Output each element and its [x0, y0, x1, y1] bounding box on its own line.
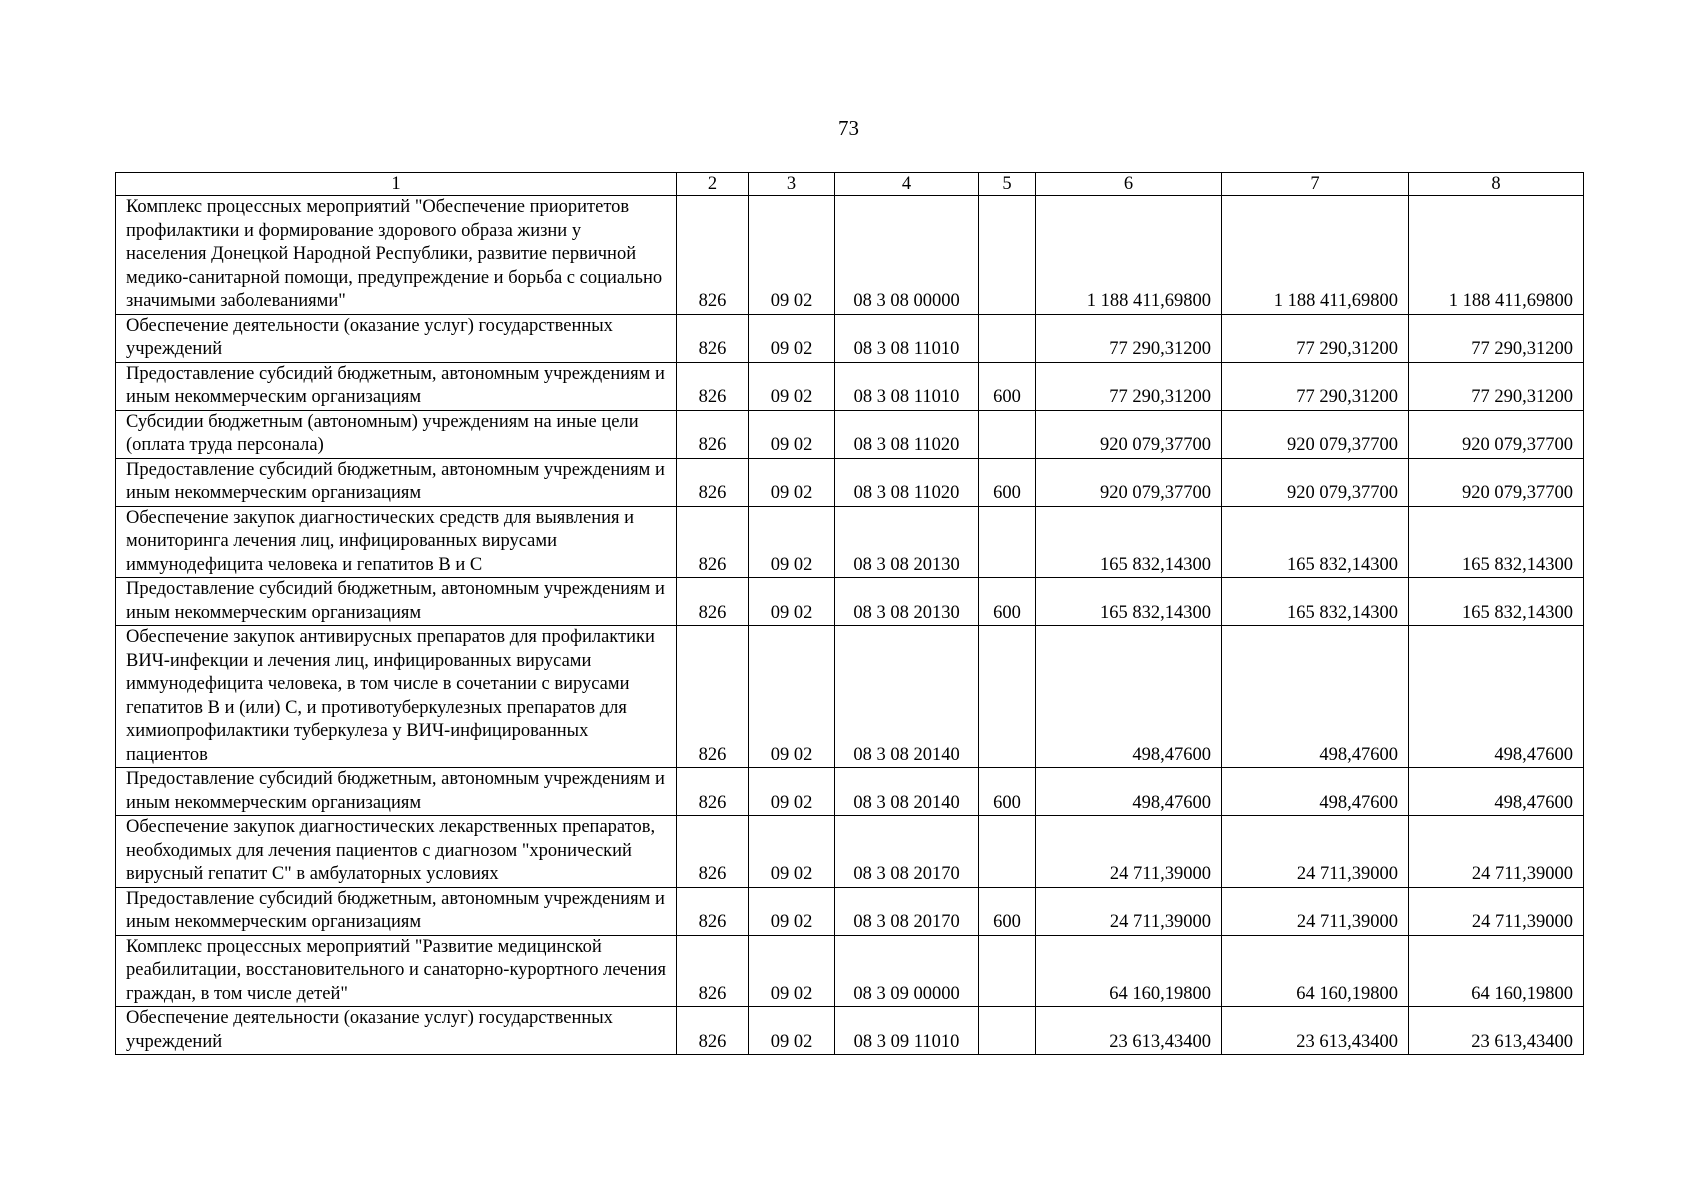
- table-row: [116, 768, 1584, 816]
- amount-year-3: 498,47600: [1409, 626, 1584, 768]
- ministry-code: 826: [677, 816, 749, 888]
- target-article-code: 08 3 08 11010: [835, 362, 979, 410]
- page-number: 73: [838, 116, 859, 140]
- target-article-code: 08 3 08 11020: [835, 410, 979, 458]
- table-row: [116, 816, 1584, 888]
- amount-year-3: 920 079,37700: [1409, 458, 1584, 506]
- column-numbers-row: [116, 173, 1584, 196]
- target-article-code: 08 3 08 20170: [835, 887, 979, 935]
- amount-year-2: 23 613,43400: [1222, 1007, 1409, 1055]
- row-description: Предоставление субсидий бюджетным, автономным учреждениям и иным некоммерческим организациям: [116, 887, 677, 935]
- amount-year-2: 24 711,39000: [1222, 816, 1409, 888]
- target-article-code: 08 3 08 11020: [835, 458, 979, 506]
- amount-year-1: 498,47600: [1036, 626, 1222, 768]
- amount-year-2: 64 160,19800: [1222, 935, 1409, 1007]
- ministry-code: 826: [677, 887, 749, 935]
- section-code: 09 02: [749, 506, 835, 578]
- target-article-code: 08 3 08 20130: [835, 578, 979, 626]
- amount-year-3: 498,47600: [1409, 768, 1584, 816]
- section-code: 09 02: [749, 887, 835, 935]
- row-description: Обеспечение деятельности (оказание услуг) государственных учреждений: [116, 1007, 677, 1055]
- amount-year-3: 165 832,14300: [1409, 578, 1584, 626]
- section-code: 09 02: [749, 816, 835, 888]
- section-code: 09 02: [749, 626, 835, 768]
- section-code: 09 02: [749, 1007, 835, 1055]
- row-description: Обеспечение закупок антивирусных препаратов для профилактики ВИЧ-инфекции и лечения лиц, инфицированных вирусами иммунодефицита человека, в том числе в сочетании с вирусами гепатитов B и (или) C, и противотуберкулезных препаратов для химиопрофилактики туберкулеза у ВИЧ-инфицированных пациентов: [116, 626, 677, 768]
- section-code: 09 02: [749, 458, 835, 506]
- expense-type-code: 600: [979, 887, 1036, 935]
- expense-type-code: [979, 410, 1036, 458]
- table-row: [116, 935, 1584, 1007]
- row-description: Предоставление субсидий бюджетным, автономным учреждениям и иным некоммерческим организациям: [116, 362, 677, 410]
- amount-year-3: 1 188 411,69800: [1409, 196, 1584, 315]
- expense-type-code: [979, 935, 1036, 1007]
- row-description: Комплекс процессных мероприятий "Обеспечение приоритетов профилактики и формирование здорового образа жизни у населения Донецкой Народной Республики, развитие первичной медико-санитарной помощи, предупреждение и борьба с социально значимыми заболеваниями": [116, 196, 677, 315]
- table-body: [116, 173, 1584, 1055]
- table-row: [116, 887, 1584, 935]
- expense-type-code: [979, 314, 1036, 362]
- amount-year-2: 920 079,37700: [1222, 410, 1409, 458]
- ministry-code: 826: [677, 196, 749, 315]
- column-number: 8: [1409, 173, 1584, 196]
- target-article-code: 08 3 08 20140: [835, 626, 979, 768]
- amount-year-2: 24 711,39000: [1222, 887, 1409, 935]
- expense-type-code: [979, 1007, 1036, 1055]
- amount-year-1: 1 188 411,69800: [1036, 196, 1222, 315]
- amount-year-2: 1 188 411,69800: [1222, 196, 1409, 315]
- section-code: 09 02: [749, 768, 835, 816]
- amount-year-2: 498,47600: [1222, 768, 1409, 816]
- row-description: Обеспечение закупок диагностических средств для выявления и мониторинга лечения лиц, инфицированных вирусами иммунодефицита человека и гепатитов B и C: [116, 506, 677, 578]
- table-row: [116, 578, 1584, 626]
- table-row: [116, 626, 1584, 768]
- amount-year-1: 498,47600: [1036, 768, 1222, 816]
- table-row: [116, 1007, 1584, 1055]
- amount-year-2: 498,47600: [1222, 626, 1409, 768]
- target-article-code: 08 3 08 20140: [835, 768, 979, 816]
- row-description: Обеспечение закупок диагностических лекарственных препаратов, необходимых для лечения пациентов с диагнозом "хронический вирусный гепатит C" в амбулаторных условиях: [116, 816, 677, 888]
- amount-year-1: 24 711,39000: [1036, 816, 1222, 888]
- amount-year-2: 77 290,31200: [1222, 314, 1409, 362]
- amount-year-1: 920 079,37700: [1036, 410, 1222, 458]
- column-number: 1: [116, 173, 677, 196]
- ministry-code: 826: [677, 506, 749, 578]
- amount-year-3: 77 290,31200: [1409, 314, 1584, 362]
- table-row: [116, 506, 1584, 578]
- ministry-code: 826: [677, 314, 749, 362]
- budget-table: [115, 172, 1584, 1055]
- expense-type-code: [979, 506, 1036, 578]
- row-description: Предоставление субсидий бюджетным, автономным учреждениям и иным некоммерческим организациям: [116, 768, 677, 816]
- amount-year-2: 165 832,14300: [1222, 578, 1409, 626]
- expense-type-code: [979, 816, 1036, 888]
- section-code: 09 02: [749, 196, 835, 315]
- amount-year-2: 77 290,31200: [1222, 362, 1409, 410]
- ministry-code: 826: [677, 626, 749, 768]
- amount-year-1: 24 711,39000: [1036, 887, 1222, 935]
- row-description: Предоставление субсидий бюджетным, автономным учреждениям и иным некоммерческим организациям: [116, 458, 677, 506]
- expense-type-code: 600: [979, 458, 1036, 506]
- ministry-code: 826: [677, 458, 749, 506]
- row-description: Обеспечение деятельности (оказание услуг) государственных учреждений: [116, 314, 677, 362]
- table-row: [116, 362, 1584, 410]
- ministry-code: 826: [677, 410, 749, 458]
- ministry-code: 826: [677, 1007, 749, 1055]
- target-article-code: 08 3 09 00000: [835, 935, 979, 1007]
- table-row: [116, 196, 1584, 315]
- ministry-code: 826: [677, 362, 749, 410]
- target-article-code: 08 3 08 20130: [835, 506, 979, 578]
- amount-year-3: 24 711,39000: [1409, 816, 1584, 888]
- expense-type-code: 600: [979, 362, 1036, 410]
- expense-type-code: [979, 196, 1036, 315]
- table-row: [116, 314, 1584, 362]
- column-number: 6: [1036, 173, 1222, 196]
- amount-year-2: 165 832,14300: [1222, 506, 1409, 578]
- amount-year-3: 77 290,31200: [1409, 362, 1584, 410]
- amount-year-3: 64 160,19800: [1409, 935, 1584, 1007]
- expense-type-code: 600: [979, 578, 1036, 626]
- ministry-code: 826: [677, 578, 749, 626]
- ministry-code: 826: [677, 768, 749, 816]
- amount-year-3: 920 079,37700: [1409, 410, 1584, 458]
- section-code: 09 02: [749, 362, 835, 410]
- expense-type-code: 600: [979, 768, 1036, 816]
- amount-year-1: 64 160,19800: [1036, 935, 1222, 1007]
- row-description: Субсидии бюджетным (автономным) учреждениям на иные цели (оплата труда персонала): [116, 410, 677, 458]
- column-number: 2: [677, 173, 749, 196]
- column-number: 3: [749, 173, 835, 196]
- target-article-code: 08 3 08 11010: [835, 314, 979, 362]
- amount-year-1: 920 079,37700: [1036, 458, 1222, 506]
- amount-year-1: 23 613,43400: [1036, 1007, 1222, 1055]
- column-number: 5: [979, 173, 1036, 196]
- target-article-code: 08 3 09 11010: [835, 1007, 979, 1055]
- amount-year-1: 77 290,31200: [1036, 314, 1222, 362]
- target-article-code: 08 3 08 00000: [835, 196, 979, 315]
- column-number: 7: [1222, 173, 1409, 196]
- amount-year-1: 77 290,31200: [1036, 362, 1222, 410]
- section-code: 09 02: [749, 314, 835, 362]
- ministry-code: 826: [677, 935, 749, 1007]
- amount-year-1: 165 832,14300: [1036, 578, 1222, 626]
- section-code: 09 02: [749, 410, 835, 458]
- table-row: [116, 410, 1584, 458]
- column-number: 4: [835, 173, 979, 196]
- amount-year-3: 165 832,14300: [1409, 506, 1584, 578]
- section-code: 09 02: [749, 578, 835, 626]
- section-code: 09 02: [749, 935, 835, 1007]
- table-row: [116, 458, 1584, 506]
- amount-year-2: 920 079,37700: [1222, 458, 1409, 506]
- expense-type-code: [979, 626, 1036, 768]
- target-article-code: 08 3 08 20170: [835, 816, 979, 888]
- row-description: Комплекс процессных мероприятий "Развитие медицинской реабилитации, восстановительного и санаторно-курортного лечения граждан, в том числе детей": [116, 935, 677, 1007]
- amount-year-3: 23 613,43400: [1409, 1007, 1584, 1055]
- row-description: Предоставление субсидий бюджетным, автономным учреждениям и иным некоммерческим организациям: [116, 578, 677, 626]
- amount-year-3: 24 711,39000: [1409, 887, 1584, 935]
- amount-year-1: 165 832,14300: [1036, 506, 1222, 578]
